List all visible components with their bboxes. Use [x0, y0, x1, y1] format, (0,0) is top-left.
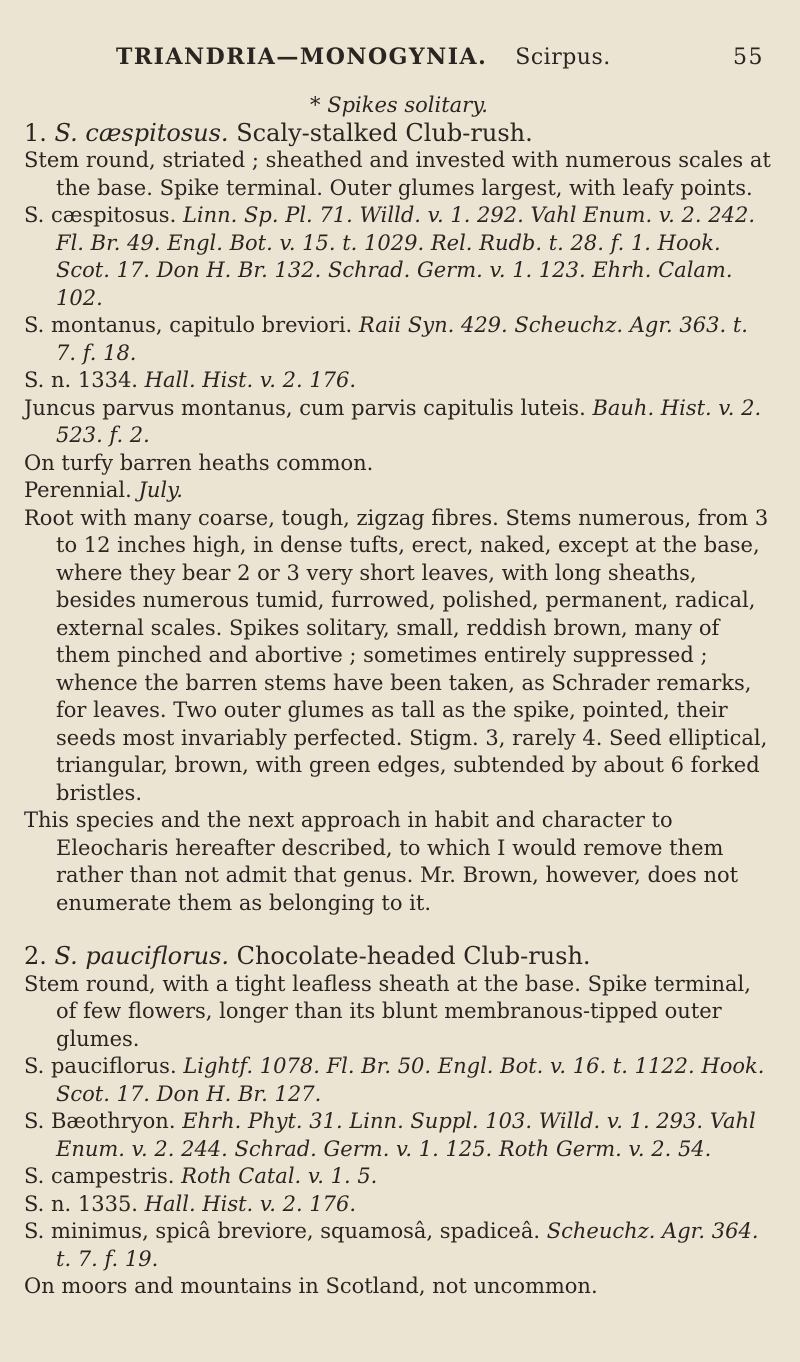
synonym-lead: S. n. 1335.	[24, 1191, 138, 1216]
species-description: Stem round, striated ; sheathed and invested with numerous scales at the base. Spike terminal. Outer glumes largest, with leafy points.	[24, 148, 771, 200]
species-number: 2.	[24, 942, 47, 970]
synonym-lead: S. montanus, capitulo breviori.	[24, 313, 353, 337]
synonym-entry	[24, 1163, 774, 1191]
common-name: Scaly-stalked Club-rush.	[236, 118, 533, 147]
synonym-entry	[24, 395, 774, 450]
synonym-ref: Scheuchz. Agr. 364. t. 7. f. 19.	[56, 1219, 759, 1271]
notes-paragraph: This species and the next approach in habit and character to Eleocharis hereafter described, to which I would remove them rather than not admit that genus. Mr. Brown, however, does not enumerate them as belonging to it.	[24, 808, 739, 915]
synonym-lead: S. campestris.	[24, 1164, 175, 1188]
synonym-lead: Juncus parvus montanus, cum parvis capitulis luteis.	[24, 395, 586, 420]
synonym-ref: Hall. Hist. v. 2. 176.	[144, 368, 357, 392]
common-name: Chocolate-headed Club-rush.	[236, 942, 591, 970]
synonym-entry	[24, 1108, 774, 1163]
page-body	[24, 92, 774, 1301]
synonym-ref: Lightf. 1078. Fl. Br. 50. Engl. Bot. v. 16. t. 1122. Hook. Scot. 17. Don H. Br. 127.	[56, 1054, 765, 1106]
page-number: 55	[733, 45, 764, 70]
synonym-entry	[24, 202, 774, 312]
synonym-ref: Ehrh. Phyt. 31. Linn. Suppl. 103. Willd. v. 1. 293. Vahl Enum. v. 2. 244. Schrad. Germ. v. 1. 125. Roth Germ. v. 2. 54.	[56, 1109, 756, 1161]
habitat: On turfy barren heaths common.	[24, 450, 374, 475]
synonym-lead: S. pauciflorus.	[24, 1054, 177, 1078]
synonym-ref: Roth Catal. v. 1. 5.	[181, 1164, 378, 1188]
header-genus: Scirpus.	[515, 45, 611, 70]
synonym-entry	[24, 367, 774, 395]
synonym-lead: S. Bæothryon.	[24, 1109, 176, 1133]
species-heading-1	[24, 120, 774, 148]
synonym-entry	[24, 1218, 774, 1273]
synonym-ref: Bauh. Hist. v. 2. 523. f. 2.	[56, 395, 762, 447]
running-header	[116, 44, 770, 78]
synonym-entry	[24, 1191, 774, 1219]
synonym-lead: S. n. 1334.	[24, 368, 138, 392]
synonym-entry	[24, 1053, 774, 1108]
synonym-lead: S. minimus, spicâ breviore, squamosâ, spadiceâ.	[24, 1219, 541, 1243]
species-heading-2	[24, 943, 774, 971]
flowering-time: July.	[138, 478, 183, 502]
synonym-entry	[24, 312, 774, 367]
header-title: TRIANDRIA—MONOGYNIA.	[116, 44, 488, 70]
habitat: On moors and mountains in Scotland, not uncommon.	[24, 1274, 598, 1298]
duration-line	[24, 477, 774, 505]
species-number: 1.	[24, 118, 47, 147]
notes-paragraph: Root with many coarse, tough, zigzag fibres. Stems numerous, from 3 to 12 inches high, in dense tufts, erect, naked, except at the base, where they bear 2 or 3 very short leaves, with long sheaths, besides numerous tumid, furrowed, polished, permanent, radical, external scales. Spikes solitary, small, reddish brown, many of them pinched and abortive ; sometimes entirely suppressed ; whence the barren stems have been taken, as Schrader remarks, for leaves. Two outer glumes as tall as the spike, pointed, their seeds most invariably perfected. Stigm. 3, rarely 4. Seed elliptical, triangular, brown, with green edges, subtended by about 6 forked bristles.	[24, 505, 769, 805]
synonym-lead: S. cæspitosus.	[24, 203, 177, 227]
duration: Perennial.	[24, 478, 132, 502]
species-name: S. cæspitosus.	[54, 118, 229, 147]
section-heading: * Spikes solitary.	[310, 93, 488, 117]
species-name: S. pauciflorus.	[54, 942, 229, 970]
species-description: Stem round, with a tight leafless sheath at the base. Spike terminal, of few flowers, longer than its blunt membranous-tipped outer glumes.	[24, 971, 751, 1051]
synonym-ref: Raii Syn. 429. Scheuchz. Agr. 363. t. 7. f. 18.	[56, 313, 748, 365]
synonym-ref: Linn. Sp. Pl. 71. Willd. v. 1. 292. Vahl Enum. v. 2. 242. Fl. Br. 49. Engl. Bot. v. 15. t. 1029. Rel. Rudb. t. 28. f. 1. Hook. Scot. 17. Don H. Br. 132. Schrad. Germ. v. 1. 123. Ehrh. Calam. 102.	[56, 203, 755, 310]
synonym-ref: Hall. Hist. v. 2. 176.	[144, 1191, 357, 1216]
